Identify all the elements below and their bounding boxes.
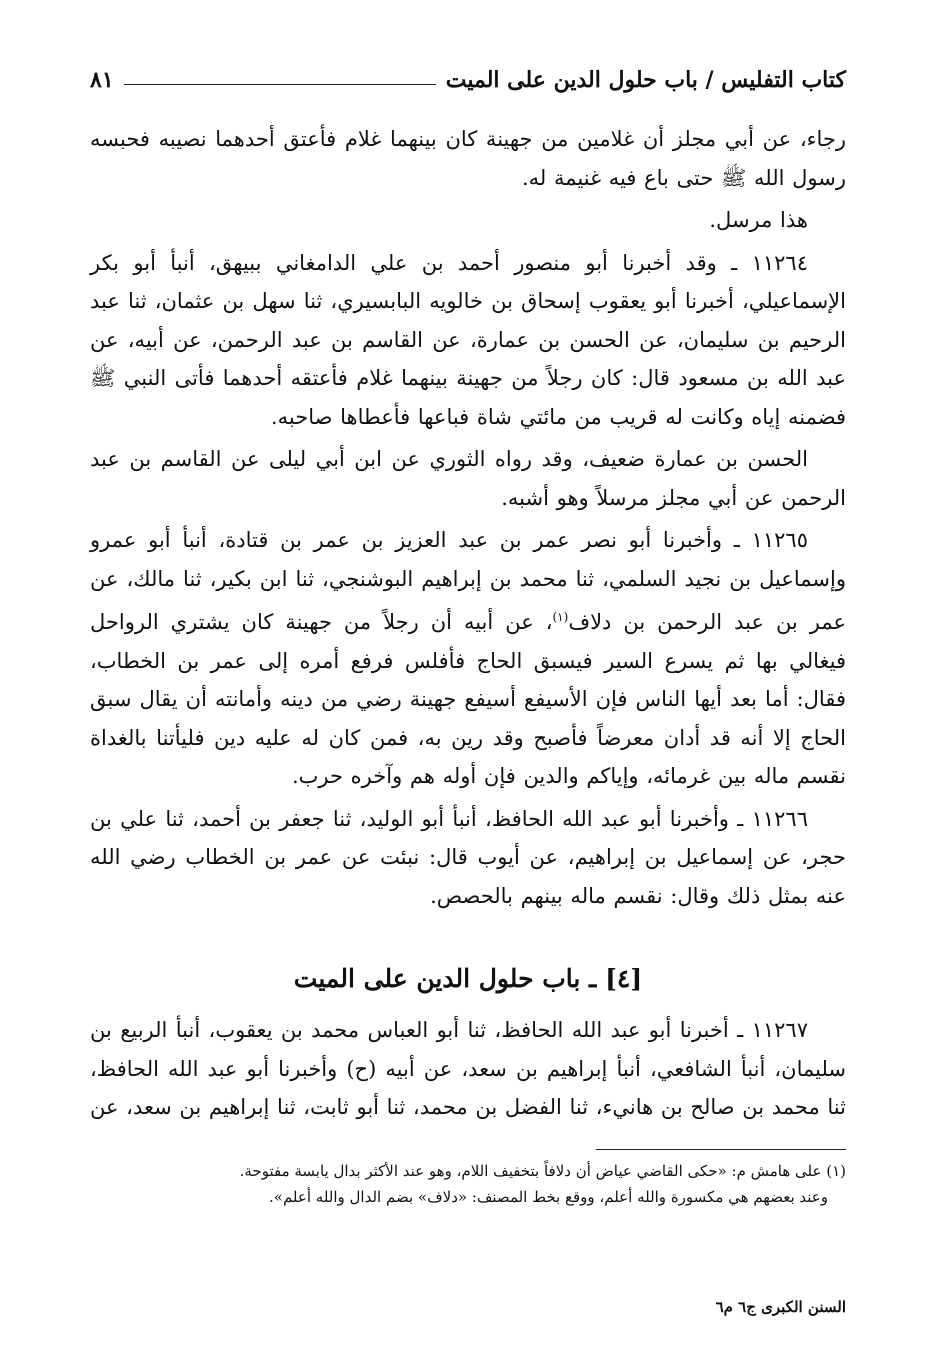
main-text (90, 120, 846, 915)
printer-signature: السنن الكبرى ج٦ م٦ (715, 1298, 846, 1316)
hadith-11264: ١١٢٦٤ ـ وقد أخبرنا أبو منصور أحمد بن علي الدامغاني ببيهق، أنبأ أبو بكر الإسماعيلي، أخبرنا أبو يعقوب إسحاق بن خالويه البابسيري، ثنا سهل بن عثمان، ثنا عبد الرحيم بن سليمان، عن الحسن بن عمارة، عن القاسم بن عبد الرحمن، عن أبيه، عن عبد الله بن مسعود قال: كان رجلاً من جهينة بينهما غلام فأعتقه أحدهما فأتى النبي ﷺ فضمنه إياه وكانت له قريب من مائتي شاة فباعها فأعطاها صاحبه. (90, 250, 846, 429)
paragraph: هذا مرسل. (709, 208, 808, 232)
paragraph: الحسن بن عمارة ضعيف، وقد رواه الثوري عن ابن أبي ليلى عن القاسم بن عبد الرحمن عن أبي مجلز مرسلاً وهو أشبه. (90, 447, 846, 510)
hadith-11267: ١١٢٦٧ ـ أخبرنا أبو عبد الله الحافظ، ثنا أبو العباس محمد بن يعقوب، أنبأ الربيع بن سليمان، أنبأ الشافعي، أنبأ إبراهيم بن سعد، عن أبيه (ح) وأخبرنا أبو عبد الله الحافظ، ثنا محمد بن صالح بن هانيء، ثنا الفضل بن محمد، ثنا أبو ثابت، ثنا إبراهيم بن سعد، عن (89, 1018, 846, 1119)
running-header (90, 58, 846, 102)
footnote-divider (596, 1149, 846, 1150)
footnote-1-continued: وعند بعضهم هي مكسورة والله أعلم، ووقع بخط المصنف: «دلاف» بضم الدال والله أعلم». (269, 1187, 828, 1206)
book-page (90, 58, 846, 1318)
footnotes (90, 1158, 846, 1210)
hadith-11265-part2: ، عن أبيه أن رجلاً من جهينة كان يشتري الرواحل فيغالي بها ثم يسرع السير فيسبق الحاج فأفلس فرفع أمره إلى عمر بن الخطاب، فقال: أما بعد أيها الناس فإن الأسيفع أسيفع جهينة رضي من دينه وأمانته أن يقال سبق الحاج إلا أنه قد أدان معرضاً فأصبح وقد رين به، فمن كان له عليه دين فليأتنا بالغداة نقسم ماله بين غرمائه، وإياكم والدين فإن أوله هم وآخره حرب. (90, 610, 846, 788)
section-text (90, 1011, 846, 1127)
header-title: كتاب التفليس / باب حلول الدين على الميت (445, 67, 846, 93)
footnote-reference[interactable]: (١) (552, 610, 569, 624)
paragraph: رجاء، عن أبي مجلز أن غلامين من جهينة كان بينهما غلام فأعتق أحدهما نصيبه فحبسه رسول الله ﷺ حتى باع فيه غنيمة له. (90, 127, 846, 190)
footnote-1: (١) على هامش م: «حكى القاضي عياض أن دلافاً بتخفيف اللام، وهو عند الأكثر بدال يابسة مفتوحة. (239, 1161, 846, 1180)
hadith-11265 (90, 521, 846, 796)
hadith-11265-part1: ١١٢٦٥ ـ وأخبرنا أبو نصر عمر بن عبد العزيز بن عمر بن قتادة، أنبأ أبو عمرو وإسماعيل بن نجيد السلمي، ثنا محمد بن إبراهيم البوشنجي، ثنا ابن بكير، ثنا مالك، عن عمر بن عبد الرحمن بن دلاف (90, 528, 846, 634)
section-heading: [٤] ـ باب حلول الدين على الميت (293, 964, 643, 993)
header-rule (124, 84, 436, 85)
page-number: ٨١ (90, 67, 114, 93)
hadith-11266: ١١٢٦٦ ـ وأخبرنا أبو عبد الله الحافظ، أنبأ أبو الوليد، ثنا جعفر بن أحمد، ثنا علي بن حجر، عن إسماعيل بن إبراهيم، عن أيوب قال: نبئت عن عمر بن الخطاب رضي الله عنه بمثل ذلك وقال: نقسم ماله بينهم بالحصص. (90, 806, 846, 908)
